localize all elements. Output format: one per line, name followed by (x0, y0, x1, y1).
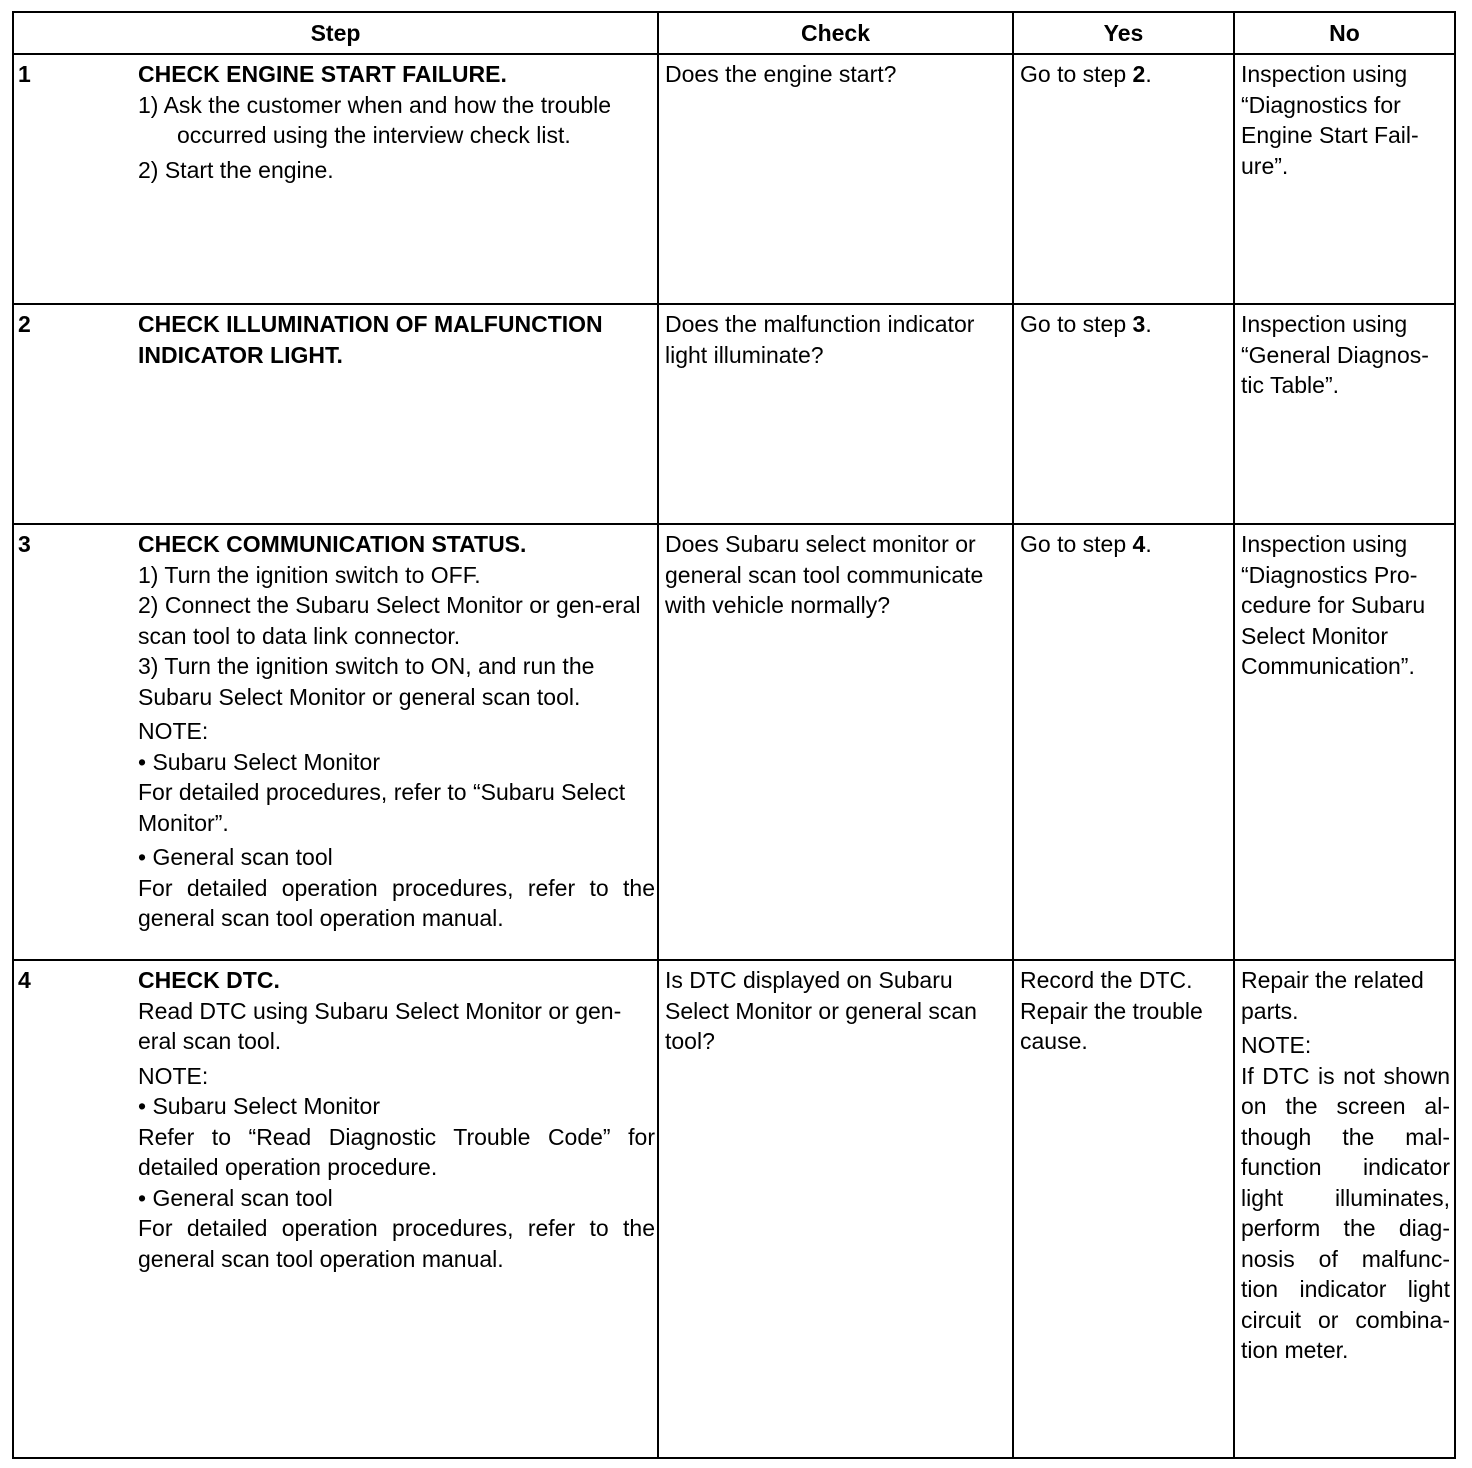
step-cell (13, 304, 658, 524)
check-cell: Is DTC displayed on Subaru Select Monitor or general scan tool? (658, 960, 1013, 1458)
step-cell (13, 960, 658, 1458)
note-bullet: • Subaru Select Monitor (138, 1093, 381, 1119)
yes-cell: Record the DTC. Repair the trouble cause. (1013, 960, 1234, 1458)
no-note-text: If DTC is not shown on the screen al-though the mal-function indicator light illuminates, perform the diag-nosis of malfunc-tion indicator light circuit or combina-tion meter. (1241, 1062, 1450, 1363)
check-cell: Does Subaru select monitor or general scan tool communicate with vehicle normally? (658, 524, 1013, 960)
table-row (13, 524, 1455, 960)
step-item: 1) Turn the ignition switch to OFF. (138, 561, 481, 588)
step-title: CHECK ILLUMINATION OF MALFUNCTION INDICATOR LIGHT. (138, 311, 603, 368)
note-bullet: • General scan tool (138, 844, 333, 870)
note-label: NOTE: (138, 1062, 209, 1089)
step-number: 1 (18, 61, 31, 87)
step-number: 4 (18, 967, 31, 993)
note-bullet: • General scan tool (138, 1184, 333, 1211)
no-main-text: Repair the related parts. (1241, 967, 1424, 1024)
check-cell: Does the engine start? (658, 54, 1013, 304)
note-text: For detailed operation procedures, refer to the general scan tool operation manual. (138, 874, 655, 931)
table-row (13, 304, 1455, 524)
step-item: 2) Connect the Subaru Select Monitor or gen-eral scan tool to data link connector. (138, 592, 641, 649)
header-yes: Yes (1013, 12, 1234, 54)
table-row (13, 54, 1455, 304)
table-row (13, 960, 1455, 1458)
note-bullet: • Subaru Select Monitor (138, 748, 381, 775)
header-check: Check (658, 12, 1013, 54)
header-step: Step (13, 12, 658, 54)
no-cell: Inspection using “Diagnostics for Engine Start Fail-ure”. (1234, 54, 1455, 304)
yes-cell: Go to step 3. (1013, 304, 1234, 524)
header-no: No (1234, 12, 1455, 54)
header-row (13, 12, 1455, 54)
yes-cell: Go to step 2. (1013, 54, 1234, 304)
step-cell (13, 54, 658, 304)
no-cell (1234, 960, 1455, 1458)
note-text: Refer to “Read Diagnostic Trouble Code” for detailed operation procedure. (138, 1123, 655, 1180)
step-title: CHECK DTC. (138, 967, 280, 993)
check-cell: Does the malfunction indicator light illuminate? (658, 304, 1013, 524)
step-number: 3 (18, 531, 31, 557)
step-number: 2 (18, 311, 31, 337)
step-cell (13, 524, 658, 960)
diagnostic-table (12, 11, 1456, 1459)
step-title: CHECK COMMUNICATION STATUS. (138, 531, 527, 557)
note-label: NOTE: (138, 718, 209, 744)
step-title: CHECK ENGINE START FAILURE. (138, 61, 507, 87)
no-cell: Inspection using “General Diagnos-tic Table”. (1234, 304, 1455, 524)
note-text: For detailed operation procedures, refer to the general scan tool operation manual. (138, 1215, 655, 1272)
no-note-label: NOTE: (1241, 1032, 1312, 1058)
step-item: 3) Turn the ignition switch to ON, and run the Subaru Select Monitor or general scan tool. (138, 653, 595, 710)
no-cell: Inspection using “Diagnostics Pro-cedure for Subaru Select Monitor Communication”. (1234, 524, 1455, 960)
step-item: 1) Ask the customer when and how the trouble occurred using the interview check list. (138, 91, 612, 148)
step-intro: Read DTC using Subaru Select Monitor or gen-eral scan tool. (138, 997, 622, 1054)
note-text: For detailed procedures, refer to “Subaru Select Monitor”. (138, 779, 626, 836)
yes-cell: Go to step 4. (1013, 524, 1234, 960)
step-item: 2) Start the engine. (138, 156, 334, 183)
